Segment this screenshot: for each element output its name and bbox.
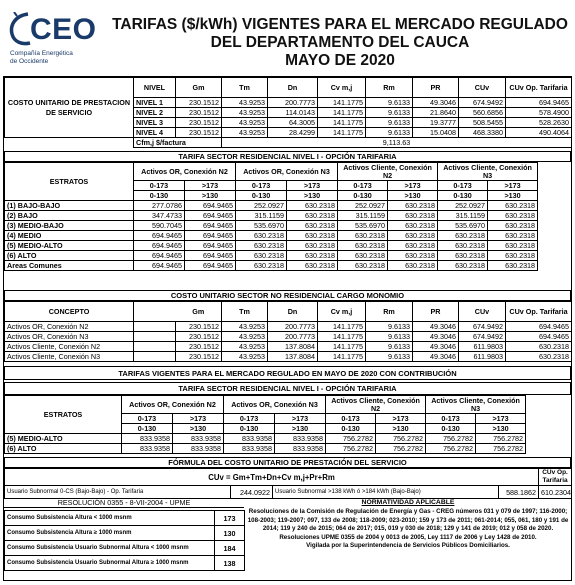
estratos-header: ESTRATOS: [5, 163, 134, 201]
normatividad: NORMATIVIDAD APLICABLE Resoluciones de la Comisión de Regulación de Energía y Gas - CREG números 031 y 079 de 1997; 116-2000; 108-2003; 119-2007; 097, 133 de 2008; 118-2009; 023-2010; 159 y 173 de 2011; 061-2014; 055, 061, 180 y 191 de 2014; 119 y 240 de 2015; 064 de 2017; 015, 019 y 030 de 2018; 129 y 141 de 2019; 012 y 058 de 2020. Resoluciones UPME 0355 de 2004 y 0013 de 2005, Ley 1117 de 2006 y Ley 1428 de 2010. Vigilada por la Superintendencia de Servicios Públicos Domiciliarios.: [247, 499, 569, 550]
nores-band: COSTO UNITARIO SECTOR NO RESIDENCIAL CARGO MONOMIO: [4, 290, 571, 301]
col-header: NIVEL: [134, 78, 176, 98]
table-row: (6) ALTO 833.9358 833.9358 833.9358 833.9358 756.2782 756.2782 756.2782 756.2782: [5, 444, 572, 454]
estratos-header: ESTRATOS: [5, 396, 122, 434]
table-row: NIVEL 1 230.1512 43.9253 200.7773 141.1775 9.6133 49.3046 674.9492 694.9465: [5, 98, 572, 108]
group-header: Activos OR, Conexión N3: [236, 163, 338, 181]
formula-band: FÓRMULA DEL COSTO UNITARIO DE PRESTACIÓN DEL SERVICIO: [4, 457, 571, 468]
res-table: ESTRATOS Activos OR, Conexión N2 Activos OR, Conexión N3 Activos Cliente, Conexión N2 Activos Cliente, Conexión N3 0-173 >173 0-173 >173 0-173 >173 0-173 >173 0-130 >130 0-130 >130 0-130 >130 0-130 >130 (1) BAJO-BAJO 277.0786 694.9465 252.0927 630.2318 252.0927 630.2318 252.0927 630.2318 (2) BAJO 347.4733 694.9465 315.1159 630.2318 315.1159 630.2318 315.1159 630.2318 (3) MEDIO-BAJO 590.7045 694.9465 535.6970 630.2318 535.6970 630.2318 535.6970 630.2318 (4) MEDIO 694.9465 694.9465 630.2318 630.2318 630.2318 630.2318 630.2318 630.2318 (5) MEDIO-ALTO 694.9465 694.9465 630.2318 630.2318 630.2318 630.2318 630.2318 630.2318 (6) ALTO 694.9465 694.9465 630.2318 630.2318 630.2318 630.2318 630.2318 630.2318 Areas Comunes 694.9465 694.9465 630.2318 630.2318 630.2318 630.2318 630.2318 630.2318: [4, 162, 572, 271]
table-row: (4) MEDIO 694.9465 694.9465 630.2318 630.2318 630.2318 630.2318 630.2318 630.2318: [5, 231, 572, 241]
group-header: Activos OR, Conexión N2: [134, 163, 236, 181]
subnormal-label: Usuario Subnormal 0-CS (Bajo-Bajo) - Op. Tarifaria: [5, 486, 231, 499]
nores-table: CONCEPTO Gm Tm Dn Cv m,j Rm PR CUv CUv Op. Tarifaria Activos OR, Conexión N2 230.1512 43.9253 200.7773 141.1775 9.6133 49.3046 674.9492 694.9465 Activos OR, Conexión N3 230.1512 43.9253 200.7773 141.1775 9.6133 49.3046 674.9492 694.9465 Activos Cliente, Conexión N2 230.1512 43.9253 137.8084 141.1775 9.6133 49.3046 611.9803 630.2318 Activos Cliente, Conexión N3 230.1512 43.9253 137.8084 141.1775 9.6133 49.3046 611.9803 630.2318: [4, 301, 572, 362]
resol-title: RESOLUCIÓN 0355 - 8-VII-2004 - UPME: [4, 497, 244, 508]
tariff-sheet: [3, 76, 572, 581]
cu-table: [4, 77, 572, 148]
group-header: Activos Cliente, Conexión N2: [338, 163, 438, 181]
contrib-band: TARIFAS VIGENTES PARA EL MERCADO REGULADO EN MAYO DE 2020 CON CONTRIBUCIÓN: [4, 366, 571, 380]
col-header: CUv Op. Tarifaria: [506, 78, 572, 98]
formula-table: CUv = Gm+Tm+Dn+Cv m,j+Pr+Rm CUv Op. Tarifaria Usuario Subnormal 0-CS (Bajo-Bajo) - Op. Tarifaria 244.0922 Usuario Subnormal >138 kWh ó >184 kWh (Bajo-Bajo) 588.1862 610.2304: [4, 468, 572, 499]
table-row: Activos Cliente, Conexión N2 230.1512 43.9253 137.8084 141.1775 9.6133 49.3046 611.9803 630.2318: [5, 342, 572, 352]
subnormal-label: Usuario Subnormal >138 kWh ó >184 kWh (Bajo-Bajo): [273, 486, 499, 499]
table-row: Areas Comunes 694.9465 694.9465 630.2318 630.2318 630.2318 630.2318 630.2318 630.2318: [5, 261, 572, 271]
col-header: Tm: [222, 78, 268, 98]
table-row: (3) MEDIO-BAJO 590.7045 694.9465 535.6970 630.2318 535.6970 630.2318 535.6970 630.2318: [5, 221, 572, 231]
table-row: Activos OR, Conexión N2 230.1512 43.9253 200.7773 141.1775 9.6133 49.3046 674.9492 694.9465: [5, 322, 572, 332]
cf-label: Cfm,j $/factura: [134, 138, 222, 148]
table-row: (5) MEDIO-ALTO 694.9465 694.9465 630.2318 630.2318 630.2318 630.2318 630.2318 630.2318: [5, 241, 572, 251]
header: [0, 0, 575, 72]
table-row: Activos Cliente, Conexión N3 230.1512 43.9253 137.8084 141.1775 9.6133 49.3046 611.9803 630.2318: [5, 352, 572, 362]
cf-value: 9,113.63: [222, 138, 572, 148]
ceo-logo: [8, 10, 113, 68]
col-header: Dn: [268, 78, 318, 98]
table-row: NIVEL 2 230.1512 43.9253 114.0143 141.1775 9.6133 21.8640 560.6856 578.4900: [5, 108, 572, 118]
cu-label: COSTO UNITARIO DE PRESTACION DE SERVICIO: [5, 78, 134, 138]
table-row: (5) MEDIO-ALTO 833.9358 833.9358 833.9358 833.9358 756.2782 756.2782 756.2782 756.2782: [5, 434, 572, 444]
table-row: NIVEL 4 230.1512 43.9253 28.4299 141.1775 9.6133 15.0408 468.3380 490.4064: [5, 128, 572, 138]
table-row: Consumo Subsistencia Altura < 1000 msnm 173: [5, 511, 245, 526]
page-title: TARIFAS ($/kWh) VIGENTES PARA EL MERCADO REGULADO DEL DEPARTAMENTO DEL CAUCA MAYO DE 2020: [112, 16, 568, 69]
contrib-band2: TARIFA SECTOR RESIDENCIAL NIVEL I - OPCIÓN TARIFARIA: [4, 382, 571, 395]
col-header: Rm: [366, 78, 413, 98]
col-header: Cv m,j: [318, 78, 366, 98]
contrib-table: ESTRATOS Activos OR, Conexión N2 Activos OR, Conexión N3 Activos Cliente, Conexión N2 Activos Cliente, Conexión N3 0-173 >173 0-173 >173 0-173 >173 0-173 >173 0-130 >130 0-130 >130 0-130 >130 0-130 >130 (5) MEDIO-ALTO 833.9358 833.9358 833.9358 833.9358 756.2782 756.2782 756.2782 756.2782 (6) ALTO 833.9358 833.9358 833.9358 833.9358 756.2782 756.2782 756.2782 756.2782: [4, 395, 572, 454]
table-row: NIVEL 3 230.1512 43.9253 64.3005 141.1775 9.6133 19.3777 508.5455 528.2630: [5, 118, 572, 128]
formula-eq: CUv = Gm+Tm+Dn+Cv m,j+Pr+Rm: [5, 469, 539, 486]
col-header: CONCEPTO: [5, 302, 134, 322]
resol-table: [4, 510, 245, 571]
logo-text: CEO: [30, 13, 97, 46]
res-band: TARIFA SECTOR RESIDENCIAL NIVEL I - OPCIÓN TARIFARIA: [4, 151, 571, 162]
col-header: Gm: [176, 78, 222, 98]
table-row: Consumo Subsistencia Usuario Subnormal Altura ≥ 1000 msnm 138: [5, 556, 245, 571]
table-row: Consumo Subsistencia Altura ≥ 1000 msnm 130: [5, 526, 245, 541]
table-row: (2) BAJO 347.4733 694.9465 315.1159 630.2318 315.1159 630.2318 315.1159 630.2318: [5, 211, 572, 221]
table-row: (1) BAJO-BAJO 277.0786 694.9465 252.0927 630.2318 252.0927 630.2318 252.0927 630.2318: [5, 201, 572, 211]
table-row: Consumo Subsistencia Usuario Subnormal Altura < 1000 msnm 184: [5, 541, 245, 556]
logo-subtitle: Compañía Energética de Occidente: [10, 50, 73, 65]
group-header: Activos Cliente, Conexión N3: [438, 163, 538, 181]
col-header: PR: [413, 78, 459, 98]
table-row: Activos OR, Conexión N3 230.1512 43.9253 200.7773 141.1775 9.6133 49.3046 674.9492 694.9465: [5, 332, 572, 342]
col-header: CUv: [459, 78, 506, 98]
table-row: (6) ALTO 694.9465 694.9465 630.2318 630.2318 630.2318 630.2318 630.2318 630.2318: [5, 251, 572, 261]
